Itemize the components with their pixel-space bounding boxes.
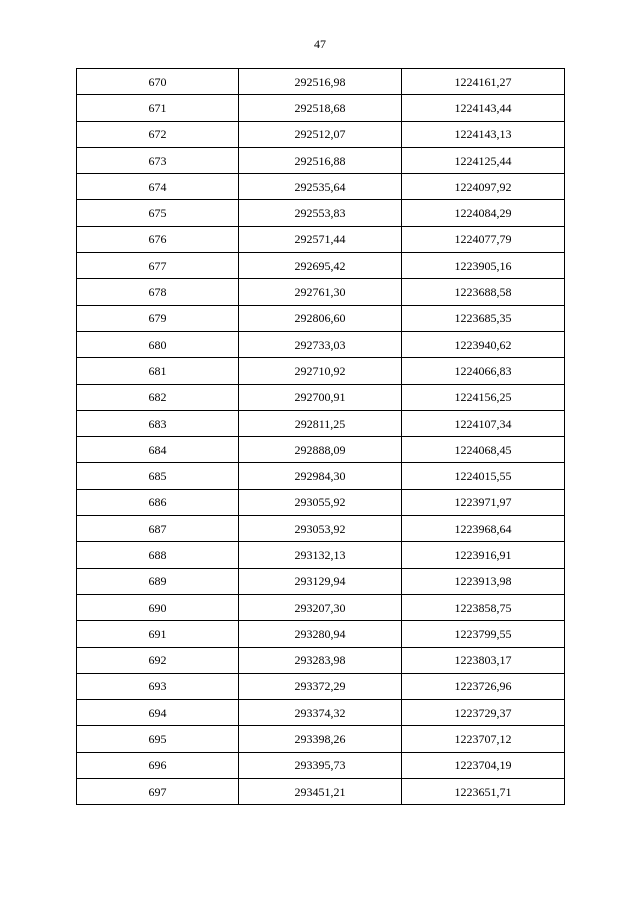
y-coordinate-cell: 1223704,19	[402, 752, 565, 778]
table-row	[77, 384, 565, 410]
y-coordinate-cell: 1224097,92	[402, 174, 565, 200]
table-row	[77, 174, 565, 200]
point-number-cell: 682	[77, 384, 239, 410]
x-coordinate-cell: 293055,92	[239, 489, 402, 515]
x-coordinate-cell: 293374,32	[239, 700, 402, 726]
point-number-cell: 688	[77, 542, 239, 568]
table-row	[77, 542, 565, 568]
x-coordinate-cell: 292811,25	[239, 410, 402, 436]
x-coordinate-cell: 293372,29	[239, 673, 402, 699]
point-number-cell: 696	[77, 752, 239, 778]
table-row	[77, 279, 565, 305]
point-number-cell: 675	[77, 200, 239, 226]
x-coordinate-cell: 292710,92	[239, 358, 402, 384]
point-number-cell: 678	[77, 279, 239, 305]
table-row	[77, 489, 565, 515]
table-row	[77, 305, 565, 331]
point-number-cell: 681	[77, 358, 239, 384]
x-coordinate-cell: 292700,91	[239, 384, 402, 410]
table-row	[77, 437, 565, 463]
point-number-cell: 691	[77, 621, 239, 647]
x-coordinate-cell: 292518,68	[239, 95, 402, 121]
x-coordinate-cell: 293280,94	[239, 621, 402, 647]
x-coordinate-cell: 292553,83	[239, 200, 402, 226]
y-coordinate-cell: 1223685,35	[402, 305, 565, 331]
y-coordinate-cell: 1223803,17	[402, 647, 565, 673]
point-number-cell: 670	[77, 69, 239, 95]
point-number-cell: 694	[77, 700, 239, 726]
point-number-cell: 687	[77, 516, 239, 542]
point-number-cell: 676	[77, 226, 239, 252]
y-coordinate-cell: 1223688,58	[402, 279, 565, 305]
x-coordinate-cell: 292516,98	[239, 69, 402, 95]
x-coordinate-cell: 292512,07	[239, 121, 402, 147]
point-number-cell: 672	[77, 121, 239, 147]
table-row	[77, 410, 565, 436]
table-row	[77, 779, 565, 805]
y-coordinate-cell: 1223968,64	[402, 516, 565, 542]
y-coordinate-cell: 1224015,55	[402, 463, 565, 489]
table-row	[77, 726, 565, 752]
y-coordinate-cell: 1223916,91	[402, 542, 565, 568]
y-coordinate-cell: 1224066,83	[402, 358, 565, 384]
coordinates-table	[76, 68, 565, 805]
x-coordinate-cell: 292984,30	[239, 463, 402, 489]
y-coordinate-cell: 1223858,75	[402, 594, 565, 620]
point-number-cell: 684	[77, 437, 239, 463]
y-coordinate-cell: 1223651,71	[402, 779, 565, 805]
point-number-cell: 680	[77, 331, 239, 357]
y-coordinate-cell: 1223729,37	[402, 700, 565, 726]
y-coordinate-cell: 1223940,62	[402, 331, 565, 357]
x-coordinate-cell: 292733,03	[239, 331, 402, 357]
point-number-cell: 697	[77, 779, 239, 805]
y-coordinate-cell: 1223905,16	[402, 253, 565, 279]
point-number-cell: 683	[77, 410, 239, 436]
y-coordinate-cell: 1224143,44	[402, 95, 565, 121]
table-row	[77, 673, 565, 699]
y-coordinate-cell: 1224125,44	[402, 147, 565, 173]
x-coordinate-cell: 293207,30	[239, 594, 402, 620]
x-coordinate-cell: 292761,30	[239, 279, 402, 305]
point-number-cell: 695	[77, 726, 239, 752]
x-coordinate-cell: 292888,09	[239, 437, 402, 463]
y-coordinate-cell: 1223707,12	[402, 726, 565, 752]
point-number-cell: 690	[77, 594, 239, 620]
y-coordinate-cell: 1223726,96	[402, 673, 565, 699]
table-row	[77, 200, 565, 226]
table-row	[77, 594, 565, 620]
point-number-cell: 671	[77, 95, 239, 121]
table-row	[77, 226, 565, 252]
x-coordinate-cell: 293129,94	[239, 568, 402, 594]
x-coordinate-cell: 292516,88	[239, 147, 402, 173]
point-number-cell: 685	[77, 463, 239, 489]
x-coordinate-cell: 293053,92	[239, 516, 402, 542]
y-coordinate-cell: 1224068,45	[402, 437, 565, 463]
table-row	[77, 253, 565, 279]
page-number: 47	[314, 37, 326, 51]
table-row	[77, 700, 565, 726]
x-coordinate-cell: 293398,26	[239, 726, 402, 752]
table-row	[77, 621, 565, 647]
y-coordinate-cell: 1223799,55	[402, 621, 565, 647]
y-coordinate-cell: 1224161,27	[402, 69, 565, 95]
x-coordinate-cell: 293451,21	[239, 779, 402, 805]
table-row	[77, 69, 565, 95]
y-coordinate-cell: 1223913,98	[402, 568, 565, 594]
point-number-cell: 673	[77, 147, 239, 173]
x-coordinate-cell: 293395,73	[239, 752, 402, 778]
x-coordinate-cell: 293283,98	[239, 647, 402, 673]
table-row	[77, 568, 565, 594]
point-number-cell: 679	[77, 305, 239, 331]
table-row	[77, 358, 565, 384]
point-number-cell: 692	[77, 647, 239, 673]
y-coordinate-cell: 1224143,13	[402, 121, 565, 147]
y-coordinate-cell: 1224084,29	[402, 200, 565, 226]
x-coordinate-cell: 292806,60	[239, 305, 402, 331]
point-number-cell: 689	[77, 568, 239, 594]
x-coordinate-cell: 293132,13	[239, 542, 402, 568]
y-coordinate-cell: 1224156,25	[402, 384, 565, 410]
point-number-cell: 674	[77, 174, 239, 200]
point-number-cell: 686	[77, 489, 239, 515]
y-coordinate-cell: 1224107,34	[402, 410, 565, 436]
table-row	[77, 147, 565, 173]
table-row	[77, 463, 565, 489]
table-row	[77, 647, 565, 673]
point-number-cell: 693	[77, 673, 239, 699]
x-coordinate-cell: 292571,44	[239, 226, 402, 252]
y-coordinate-cell: 1223971,97	[402, 489, 565, 515]
coordinates-table-body	[77, 69, 565, 805]
table-row	[77, 331, 565, 357]
table-row	[77, 95, 565, 121]
table-row	[77, 516, 565, 542]
table-row	[77, 121, 565, 147]
table-row	[77, 752, 565, 778]
x-coordinate-cell: 292695,42	[239, 253, 402, 279]
y-coordinate-cell: 1224077,79	[402, 226, 565, 252]
x-coordinate-cell: 292535,64	[239, 174, 402, 200]
point-number-cell: 677	[77, 253, 239, 279]
